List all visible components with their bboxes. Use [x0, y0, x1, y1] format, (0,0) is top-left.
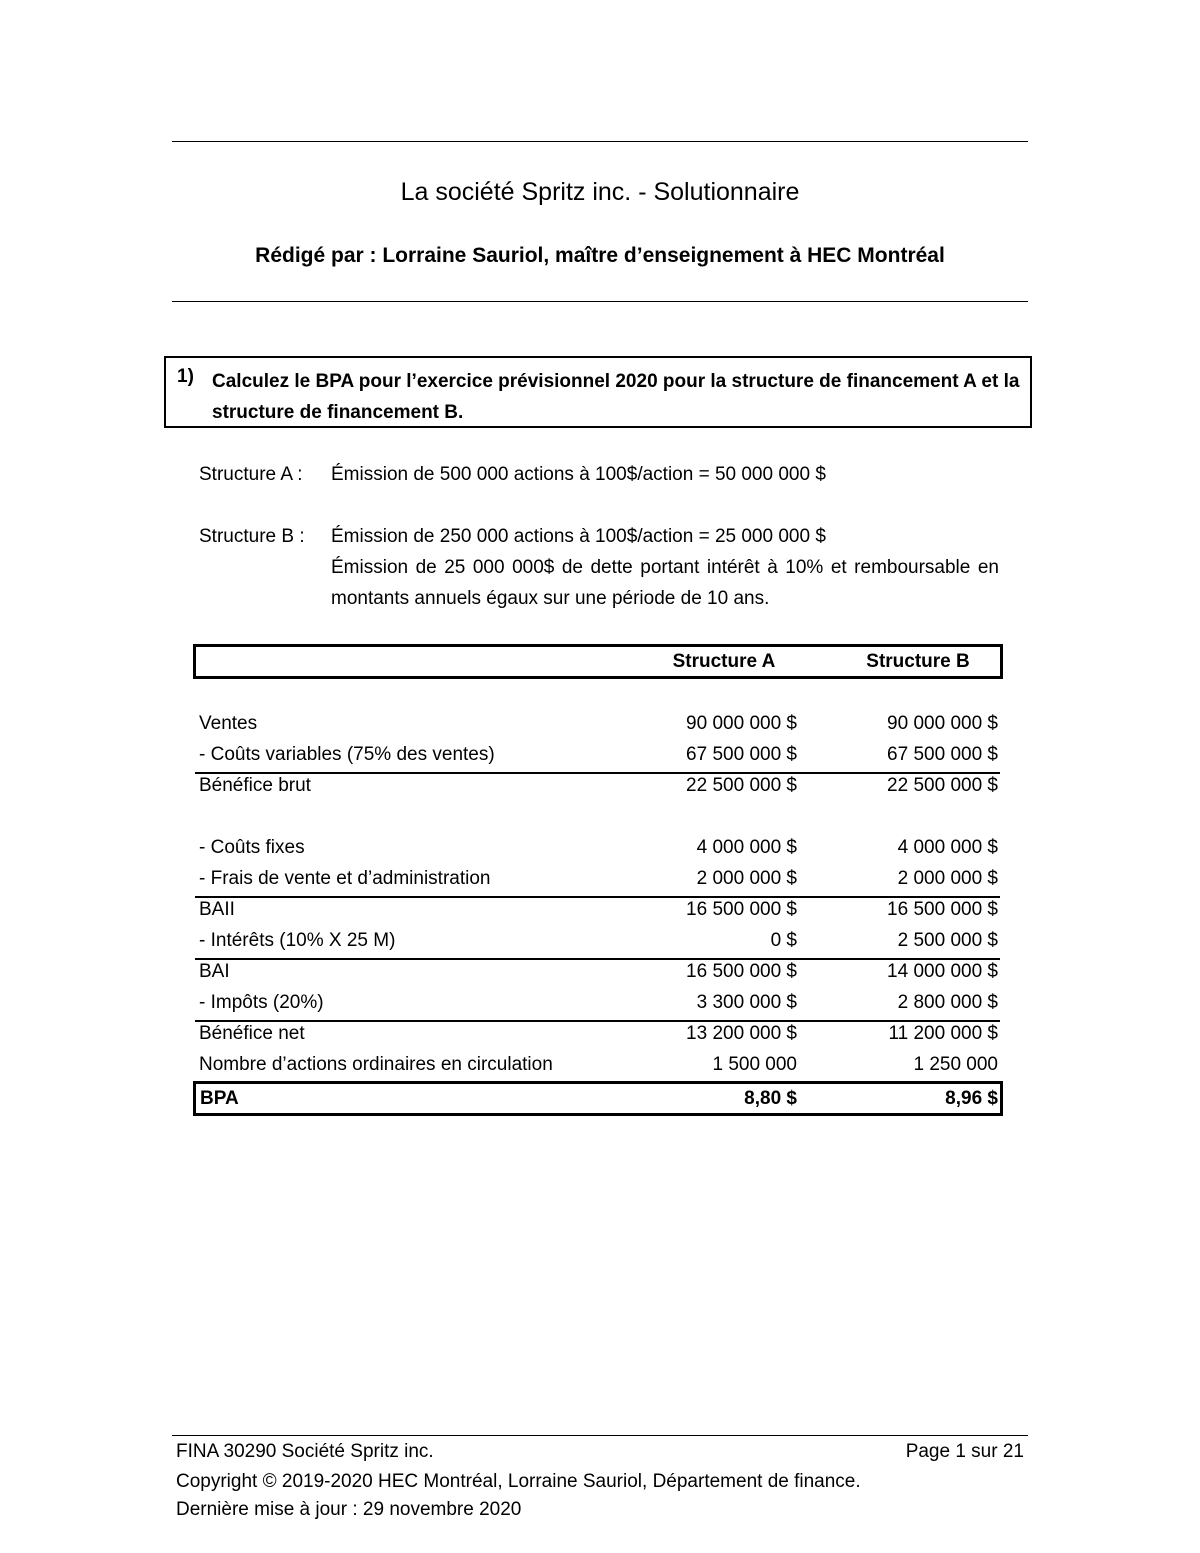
- row-label: - Intérêts (10% X 25 M): [199, 930, 396, 951]
- row-value-b: 16 500 000 $: [887, 899, 998, 920]
- table-row: [195, 865, 1000, 898]
- row-value-b: 67 500 000 $: [887, 744, 998, 765]
- row-label: - Coûts fixes: [199, 837, 305, 858]
- row-value-a: 67 500 000 $: [686, 744, 797, 765]
- header-top-rule: [172, 141, 1028, 142]
- row-value-b: 1 250 000: [913, 1054, 998, 1075]
- row-value-a: 3 300 000 $: [696, 992, 797, 1013]
- row-label: Bénéfice net: [199, 1023, 305, 1044]
- question-text: Calculez le BPA pour l’exercice prévisionnel 2020 pour la structure de financement A et la structure de financement B.: [212, 371, 1020, 423]
- bpa-label: BPA: [200, 1088, 239, 1109]
- table-row: [195, 741, 1000, 774]
- row-label: Nombre d’actions ordinaires en circulation: [199, 1054, 553, 1075]
- table-row: [195, 927, 1000, 960]
- column-header-structure-a: Structure A: [672, 651, 776, 672]
- table-row: [195, 772, 1000, 803]
- question-number: 1): [177, 366, 194, 387]
- structure-a-label: Structure A :: [199, 464, 303, 485]
- row-label: BAII: [199, 899, 235, 920]
- row-label: BAI: [199, 961, 230, 982]
- structure-a-text: Émission de 500 000 actions à 100$/action = 50 000 000 $: [331, 464, 826, 485]
- document-author: Rédigé par : Lorraine Sauriol, maître d’enseignement à HEC Montréal: [255, 244, 945, 267]
- question-box: [164, 356, 1032, 428]
- table-header: [193, 644, 1003, 679]
- table-row: [195, 958, 1000, 989]
- table-row: [195, 989, 1000, 1022]
- row-label: Ventes: [199, 713, 258, 734]
- row-value-a: 2 000 000 $: [696, 868, 797, 889]
- footer-page-number: Page 1 sur 21: [905, 1441, 1024, 1462]
- structure-b-label: Structure B :: [199, 526, 305, 547]
- document-title: La société Spritz inc. - Solutionnaire: [400, 178, 800, 206]
- footer-copyright: Copyright © 2019-2020 HEC Montréal, Lorraine Sauriol, Département de finance.: [176, 1471, 861, 1492]
- structure-b-line1: Émission de 250 000 actions à 100$/action = 25 000 000 $: [331, 526, 826, 547]
- row-value-b: 4 000 000 $: [897, 837, 998, 858]
- footer-course: FINA 30290 Société Spritz inc.: [176, 1441, 434, 1462]
- row-value-a: 1 500 000: [712, 1054, 797, 1075]
- row-value-b: 90 000 000 $: [887, 713, 998, 734]
- row-value-b: 22 500 000 $: [887, 775, 998, 796]
- table-row: [195, 710, 1000, 741]
- row-value-b: 14 000 000 $: [887, 961, 998, 982]
- footer-updated: Dernière mise à jour : 29 novembre 2020: [176, 1499, 522, 1520]
- table-row: [195, 1020, 1000, 1051]
- table-row: [195, 1051, 1000, 1082]
- table-row: [195, 834, 1000, 865]
- column-header-structure-b: Structure B: [866, 651, 970, 672]
- structure-b-line2: Émission de 25 000 000$ de dette portant intérêt à 10% et remboursable en montants annuels égaux sur une période de 10 ans.: [331, 557, 999, 609]
- row-value-b: 2 000 000 $: [897, 868, 998, 889]
- footer-rule: [172, 1435, 1028, 1436]
- row-label: - Frais de vente et d’administration: [199, 868, 491, 889]
- row-value-b: 2 800 000 $: [897, 992, 998, 1013]
- row-label: - Impôts (20%): [199, 992, 324, 1013]
- row-value-a: 16 500 000 $: [686, 899, 797, 920]
- row-label: - Coûts variables (75% des ventes): [199, 744, 495, 765]
- row-value-b: 2 500 000 $: [897, 930, 998, 951]
- row-value-a: 22 500 000 $: [686, 775, 797, 796]
- bpa-row: [193, 1081, 1003, 1116]
- row-value-a: 0 $: [770, 930, 797, 951]
- row-label: Bénéfice brut: [199, 775, 311, 796]
- bpa-value-a: 8,80 $: [744, 1088, 797, 1109]
- row-value-a: 13 200 000 $: [686, 1023, 797, 1044]
- bpa-value-b: 8,96 $: [945, 1088, 998, 1109]
- table-row: [195, 896, 1000, 927]
- row-value-b: 11 200 000 $: [888, 1023, 998, 1044]
- header-bottom-rule: [172, 301, 1028, 302]
- row-value-a: 4 000 000 $: [696, 837, 797, 858]
- row-value-a: 90 000 000 $: [686, 713, 797, 734]
- row-value-a: 16 500 000 $: [686, 961, 797, 982]
